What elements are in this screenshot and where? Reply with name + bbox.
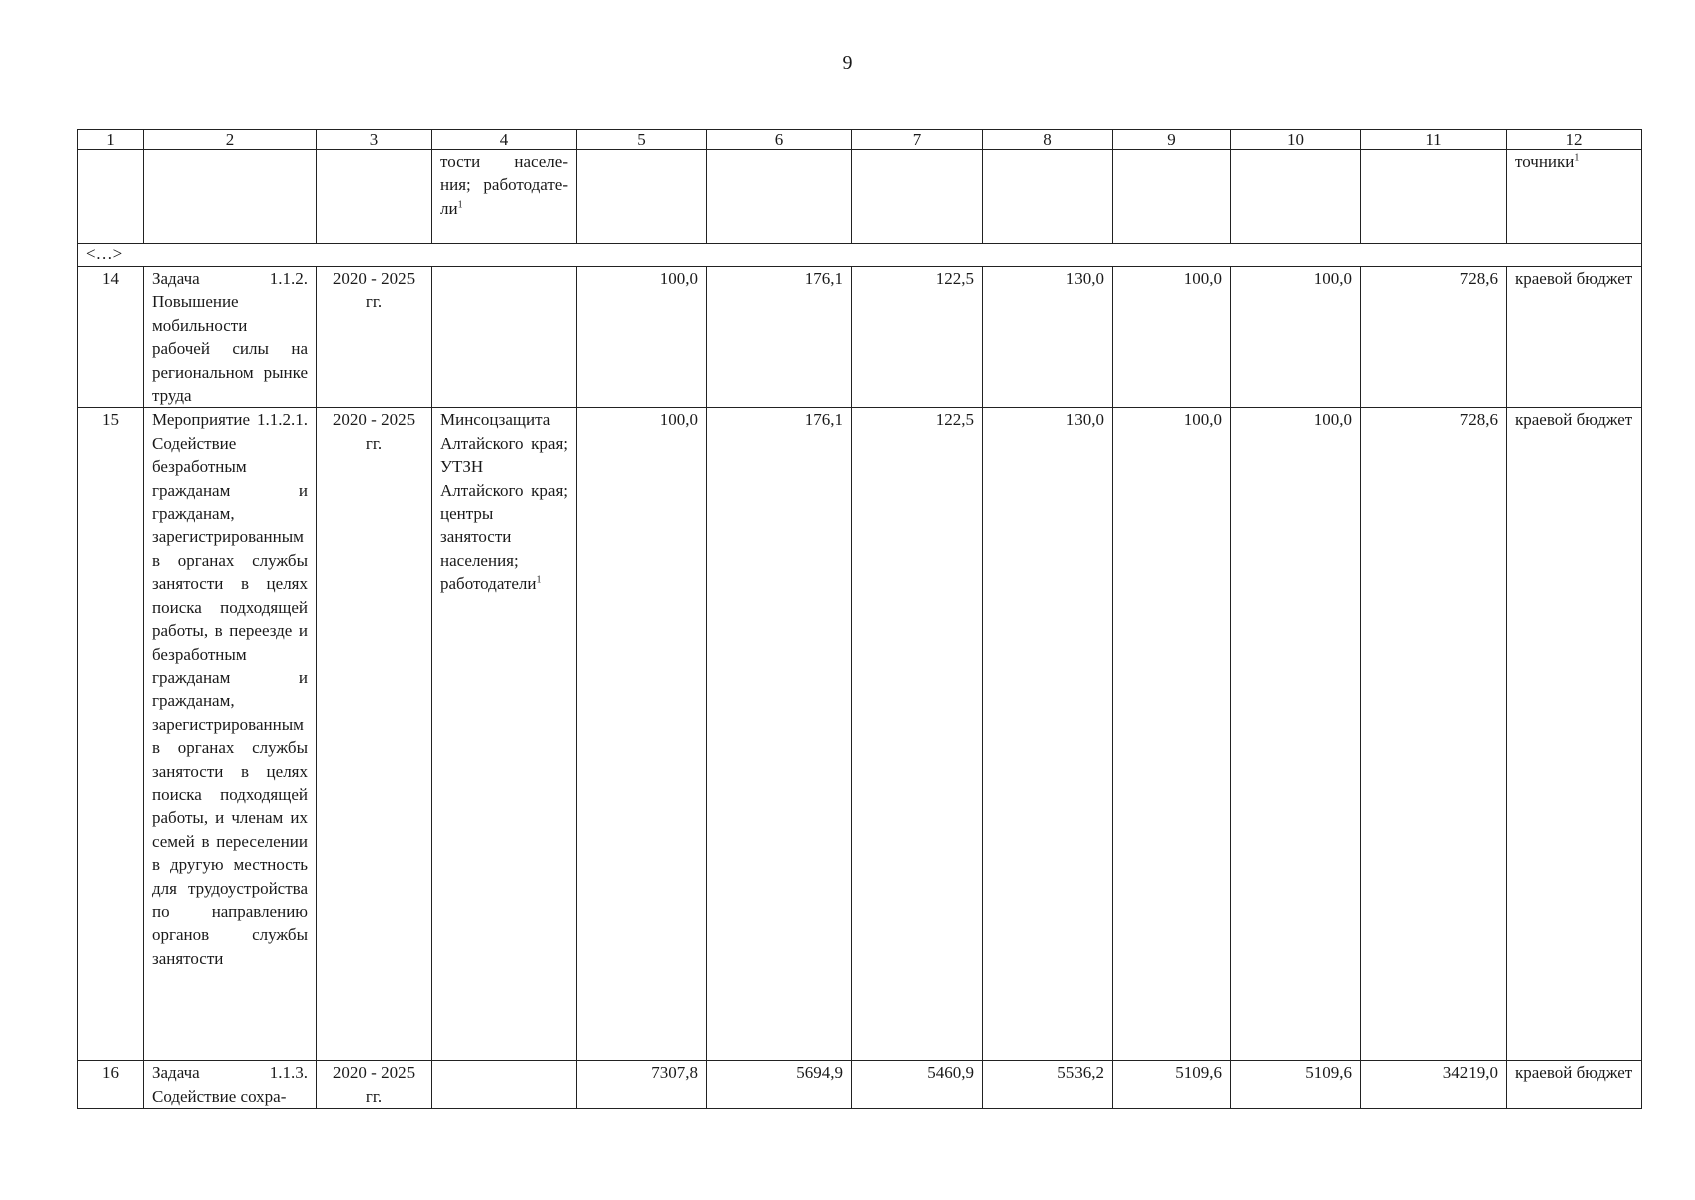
value-cell: 176,1: [707, 408, 852, 1061]
table-row: [78, 267, 1642, 408]
value-cell: 100,0: [1113, 267, 1231, 408]
column-number-header: [78, 130, 1642, 150]
executor-text: Минсоцзащита Алтайского края; УТЗН Алтайского края; центры занятости населения; работодатели: [440, 410, 568, 594]
row-name: Мероприятие 1.1.2.1. Содействие безработным гражданам и гражданам, зарегистрированным в органах службы занятости в целях поиска подходящей работы, в переезде и безработным гражданам и гражданам, зарегистрированным в органах службы занятости в целях поиска подходящей работы, и членам их семей в переселении в другую местность для трудоустройства по направлению органов службы занятости: [144, 408, 317, 1061]
value-cell: 5694,9: [707, 1061, 852, 1109]
value-cell: 5460,9: [852, 1061, 983, 1109]
footnote-mark: 1: [536, 574, 542, 586]
row-number: 14: [78, 267, 144, 408]
value-cell: 5109,6: [1113, 1061, 1231, 1109]
value-cell: 100,0: [1113, 408, 1231, 1061]
ellipsis-text: <…>: [78, 244, 1642, 267]
value-cell: 130,0: [983, 267, 1113, 408]
header-cell: 5: [577, 130, 707, 150]
omitted-rows-marker: [78, 244, 1642, 267]
value-cell: 122,5: [852, 267, 983, 408]
source-text: точники: [1515, 152, 1575, 171]
value-cell: 176,1: [707, 267, 852, 408]
value-cell: 100,0: [1231, 267, 1361, 408]
value-cell: 34219,0: [1361, 1061, 1507, 1109]
executor-cell: [432, 1061, 577, 1109]
value-cell: 100,0: [1231, 408, 1361, 1061]
row-number: 15: [78, 408, 144, 1061]
value-cell: 728,6: [1361, 267, 1507, 408]
table-row: [78, 408, 1642, 1061]
budget-table: [77, 129, 1642, 1109]
page-number: 9: [842, 52, 853, 74]
value-cell: 122,5: [852, 408, 983, 1061]
value-cell: 728,6: [1361, 408, 1507, 1061]
header-cell: 8: [983, 130, 1113, 150]
source-cell: [1507, 150, 1642, 244]
row-name: Задача 1.1.3. Содействие сохра-: [144, 1061, 317, 1109]
value-cell: 7307,8: [577, 1061, 707, 1109]
header-cell: 1: [78, 130, 144, 150]
footnote-mark: 1: [1574, 152, 1580, 164]
row-period: 2020 - 2025 гг.: [317, 408, 432, 1061]
value-cell: 5536,2: [983, 1061, 1113, 1109]
header-cell: 10: [1231, 130, 1361, 150]
value-cell: 100,0: [577, 408, 707, 1061]
continuation-row: [78, 150, 1642, 244]
value-cell: 130,0: [983, 408, 1113, 1061]
row-period: 2020 - 2025 гг.: [317, 1061, 432, 1109]
row-period: 2020 - 2025 гг.: [317, 267, 432, 408]
header-cell: 2: [144, 130, 317, 150]
executor-cell: [432, 150, 577, 244]
header-cell: 4: [432, 130, 577, 150]
header-cell: 11: [1361, 130, 1507, 150]
row-number: 16: [78, 1061, 144, 1109]
source-cell: краевой бюджет: [1507, 267, 1642, 408]
header-cell: 6: [707, 130, 852, 150]
source-cell: краевой бюджет: [1507, 1061, 1642, 1109]
row-name: Задача 1.1.2. Повышение мобильности рабочей силы на региональном рынке труда: [144, 267, 317, 408]
header-cell: 7: [852, 130, 983, 150]
source-cell: краевой бюджет: [1507, 408, 1642, 1061]
footnote-mark: 1: [457, 199, 463, 211]
executor-cell: [432, 267, 577, 408]
value-cell: 100,0: [577, 267, 707, 408]
value-cell: 5109,6: [1231, 1061, 1361, 1109]
executor-text: тости населе-ния; работодате-ли: [440, 152, 568, 218]
header-cell: 9: [1113, 130, 1231, 150]
executor-cell: [432, 408, 577, 1061]
header-cell: 3: [317, 130, 432, 150]
header-cell: 12: [1507, 130, 1642, 150]
table-row: [78, 1061, 1642, 1109]
